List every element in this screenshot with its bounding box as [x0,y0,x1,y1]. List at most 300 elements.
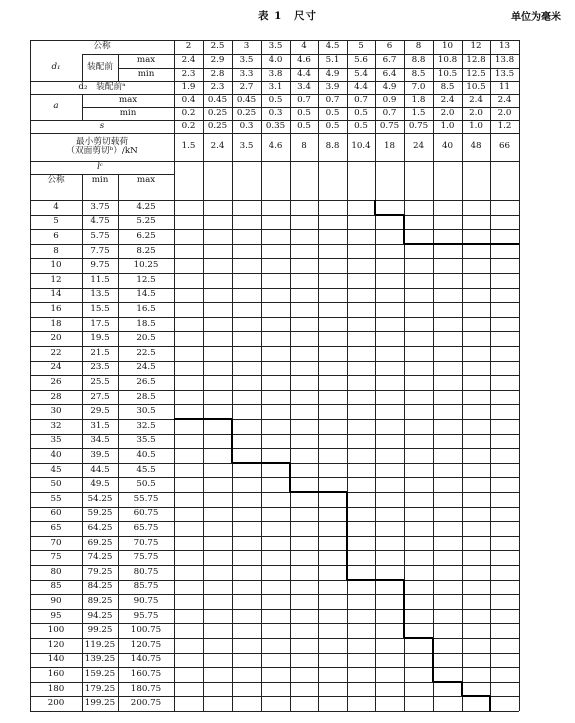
d1-max-cell: 5.1 [325,55,340,66]
length-max: 26.5 [136,376,156,387]
grid-line [30,448,519,449]
length-min: 159.25 [84,668,116,679]
a-min-cell: 0.5 [325,107,340,118]
d1-min-cell: 2.8 [210,68,225,79]
grid-line [30,133,519,134]
grid-line [403,580,405,638]
length-min: 9.75 [90,260,110,271]
grid-line [30,120,519,121]
d2-cell: 3.1 [268,81,283,92]
length-nominal: 14 [50,289,62,300]
length-min: 119.25 [84,639,116,650]
length-min: 79.25 [87,566,113,577]
grid-line [346,492,348,580]
d1-max-cell: 12.8 [466,55,486,66]
length-max: 22.5 [136,347,156,358]
length-nominal: 32 [50,420,62,431]
shear-label-line: （双面剪切ᵇ）/kN [66,146,138,156]
length-nominal: 22 [50,347,62,358]
length-max: 60.75 [133,508,159,519]
a-min-cell: 2.0 [440,107,455,118]
a-max-cell: 2.4 [440,94,455,105]
d2-cell: 11 [498,81,511,92]
label-d1: d₁ [51,61,61,72]
a-max-cell: 2.4 [469,94,483,105]
grid-line [232,462,261,464]
d1-min-cell: 6.4 [382,68,397,79]
length-max: 70.75 [133,537,159,548]
grid-line [30,492,519,493]
grid-line [30,258,519,259]
sizes-cell: 12 [470,41,482,52]
grid-line [232,40,233,711]
label-a: a [53,101,59,112]
label-l-min: min [91,174,109,185]
shear-label-line: 最小剪切载荷 [75,136,129,147]
d1-min-cell: 3.3 [239,68,254,79]
label-d2: d₂ 装配前ᵃ [78,81,126,92]
grid-line [433,40,434,711]
d2-cell: 7.0 [411,81,426,92]
grid-line [30,711,519,712]
length-min: 3.75 [90,201,110,212]
grid-line [30,667,519,668]
length-min: 74.25 [87,552,113,563]
grid-line [519,40,520,711]
grid-line [375,214,404,216]
length-max: 85.75 [133,581,159,592]
length-min: 25.5 [90,376,110,387]
length-max: 90.75 [133,595,159,606]
d1-max-cell: 8.8 [411,55,426,66]
label-l-max: max [136,174,156,185]
length-min: 5.75 [90,230,110,241]
length-min: 23.5 [90,362,110,373]
length-max: 8.25 [136,245,156,256]
s-cell: 0.75 [408,120,429,131]
length-nominal: 160 [47,668,65,679]
length-min: 54.25 [87,493,113,504]
a-max-cell: 0.7 [354,94,368,105]
a-max-cell: 0.4 [181,94,196,105]
length-min: 31.5 [90,420,110,431]
length-min: 99.25 [87,625,113,636]
grid-line [118,54,119,81]
length-nominal: 120 [47,639,65,650]
length-max: 95.75 [133,610,159,621]
length-nominal: 24 [50,362,62,373]
length-max: 180.75 [130,683,162,694]
grid-line [403,215,405,244]
a-max-cell: 0.7 [297,94,311,105]
d1-min-cell: 10.5 [437,68,458,79]
unit-note: 单位为毫米 [511,12,561,23]
length-nominal: 200 [47,698,65,709]
sizes-cell: 4 [301,41,307,52]
grid-line [203,40,204,711]
a-min-cell: 2.0 [497,107,512,118]
d1-min-cell: 5.4 [354,68,368,79]
length-max: 55.75 [133,493,159,504]
grid-line [82,107,519,108]
grid-line [30,302,519,303]
d1-min-cell: 4.4 [297,68,311,79]
grid-line [30,390,519,391]
grid-line [30,273,519,274]
grid-line [231,419,233,463]
sizes-cell: 6 [386,41,393,52]
length-max: 120.75 [130,639,162,650]
grid-line [404,243,433,245]
length-max: 45.5 [136,464,156,475]
grid-line [82,174,83,711]
grid-line [289,463,291,492]
length-nominal: 95 [50,610,62,621]
sizes-cell: 2 [185,41,192,52]
grid-line [30,404,519,405]
length-max: 20.5 [136,333,156,344]
length-nominal: 35 [50,435,62,446]
grid-line [30,361,519,362]
length-max: 65.75 [133,522,159,533]
length-max: 6.25 [136,230,156,241]
length-min: 4.75 [90,216,110,227]
length-max: 24.5 [136,362,156,373]
s-cell: 1.2 [497,120,512,131]
shear-cell: 48 [470,141,482,152]
length-max: 75.75 [133,552,159,563]
d1-max-cell: 3.5 [239,55,254,66]
grid-line [318,491,347,493]
length-min: 94.25 [87,610,113,621]
grid-line [30,434,519,435]
grid-line [30,40,31,711]
s-cell: 0.2 [181,120,196,131]
grid-line [347,579,375,581]
s-cell: 0.5 [325,120,340,131]
length-nominal: 18 [50,318,62,329]
length-nominal: 80 [50,566,62,577]
length-nominal: 26 [50,376,62,387]
length-nominal: 100 [47,625,65,636]
length-min: 64.25 [87,522,113,533]
a-max-cell: 1.8 [411,94,426,105]
label-a-min: min [119,107,137,118]
d2-cell: 2.3 [210,81,225,92]
length-max: 80.75 [133,566,159,577]
d1-min-cell: 4.9 [325,68,340,79]
length-nominal: 28 [50,391,62,402]
length-max: 14.5 [136,289,156,300]
length-nominal: 40 [50,449,62,460]
s-cell: 1.0 [469,120,483,131]
grid-line [30,565,519,566]
d1-max-cell: 6.7 [382,55,397,66]
length-nominal: 70 [50,537,62,548]
grid-line [174,40,175,711]
grid-line [30,81,519,82]
length-min: 59.25 [87,508,113,519]
table-title: 表 1 尺寸 [258,10,317,22]
shear-cell: 4.6 [268,141,283,152]
a-min-cell: 0.7 [382,107,397,118]
grid-line [30,174,174,175]
length-max: 160.75 [130,668,162,679]
label-l-nominal: 公称 [47,174,65,185]
grid-line [30,375,519,376]
grid-line [404,637,433,639]
s-cell: 0.75 [379,120,400,131]
grid-line [30,580,519,581]
grid-line [30,623,519,624]
length-nominal: 16 [50,303,62,314]
grid-line [30,40,519,41]
length-min: 29.5 [90,406,110,417]
label-pre-assembly: 装配前 [86,61,114,72]
grid-line [375,40,376,711]
grid-line [490,243,519,245]
length-max: 10.25 [133,260,159,271]
grid-line [30,594,519,595]
d2-cell: 8.5 [440,81,455,92]
grid-line [82,94,83,120]
grid-line [461,682,463,697]
s-cell: 0.25 [207,120,228,131]
length-nominal: 10 [50,260,62,271]
label-a-max: max [118,94,138,105]
shear-cell: 3.5 [239,141,254,152]
a-min-cell: 0.25 [207,107,228,118]
s-cell: 0.5 [297,120,311,131]
label-d1-min: min [137,68,155,79]
grid-line [318,40,319,711]
d1-max-cell: 2.4 [181,55,196,66]
grid-line [290,40,291,711]
label-nominal: 公称 [93,41,111,52]
length-nominal: 6 [53,230,59,241]
shear-cell: 2.4 [210,141,225,152]
grid-line [203,418,232,420]
length-nominal: 55 [50,493,62,504]
sizes-cell: 8 [415,41,422,52]
sizes-cell: 10 [441,41,454,52]
d2-cell: 1.9 [181,81,196,92]
grid-line [30,215,519,216]
grid-line [290,491,318,493]
grid-line [347,40,348,711]
grid-line [82,54,83,81]
length-min: 11.5 [90,274,110,285]
grid-line [30,477,519,478]
grid-line [261,40,262,711]
a-min-cell: 2.0 [469,107,483,118]
length-nominal: 140 [47,654,65,665]
grid-line [432,638,434,682]
grid-line [30,696,519,697]
length-nominal: 12 [50,274,62,285]
length-min: 39.5 [90,449,110,460]
length-min: 15.5 [90,303,110,314]
d1-min-cell: 12.5 [466,68,486,79]
grid-line [261,462,290,464]
grid-line [433,681,462,683]
a-max-cell: 0.45 [207,94,228,105]
shear-cell: 8.8 [325,141,340,152]
d1-max-cell: 13.8 [494,55,515,66]
length-min: 44.5 [90,464,110,475]
s-cell: 0.3 [239,120,254,131]
length-max: 32.5 [136,420,156,431]
sizes-cell: 3 [243,41,250,52]
length-min: 27.5 [90,391,110,402]
grid-line [30,200,519,201]
d1-min-cell: 8.5 [411,68,426,79]
length-min: 19.5 [90,333,110,344]
length-max: 18.5 [136,318,156,329]
d2-cell: 3.9 [325,81,340,92]
grid-line [30,550,519,551]
length-min: 34.5 [90,435,110,446]
length-max: 28.5 [136,391,156,402]
length-max: 4.25 [136,201,156,212]
shear-cell: 8 [301,141,307,152]
grid-line [433,243,462,245]
length-min: 179.25 [84,683,116,694]
d2-cell: 4.9 [382,81,397,92]
grid-line [118,174,119,711]
grid-line [489,696,491,711]
length-nominal: 20 [50,333,62,344]
length-min: 17.5 [90,318,110,329]
a-max-cell: 0.45 [236,94,257,105]
d1-max-cell: 2.9 [210,55,225,66]
sizes-cell: 13 [498,41,511,52]
grid-line [30,653,519,654]
s-cell: 1.0 [440,120,455,131]
length-min: 7.75 [90,245,110,256]
d1-max-cell: 4.6 [297,55,311,66]
grid-line [30,507,519,508]
d1-max-cell: 5.6 [354,55,368,66]
grid-line [30,521,519,522]
d1-max-cell: 10.8 [437,55,458,66]
length-max: 12.5 [136,274,156,285]
grid-line [30,229,519,230]
length-max: 35.5 [136,435,156,446]
grid-line [30,161,519,162]
grid-line [462,695,490,697]
label-s: s [99,120,105,131]
length-min: 69.25 [87,537,113,548]
s-cell: 0.5 [354,120,368,131]
length-max: 40.5 [136,449,156,460]
grid-line [174,418,203,420]
length-max: 5.25 [136,216,156,227]
shear-cell: 40 [441,141,454,152]
length-nominal: 180 [47,683,65,694]
label-l: lᶜ [97,161,103,172]
shear-cell: 1.5 [181,141,196,152]
d2-cell: 2.7 [239,81,254,92]
grid-line [30,331,519,332]
a-min-cell: 0.5 [297,107,311,118]
length-min: 139.25 [84,654,116,665]
length-max: 16.5 [136,303,156,314]
shear-cell: 18 [383,141,396,152]
length-max: 100.75 [130,625,162,636]
grid-line [490,40,491,711]
d2-cell: 4.4 [354,81,368,92]
length-nominal: 85 [50,581,62,592]
d1-min-cell: 2.3 [181,68,196,79]
shear-cell: 24 [412,141,425,152]
a-max-cell: 2.4 [497,94,512,105]
grid-line [30,536,519,537]
grid-line [462,40,463,711]
length-nominal: 45 [50,464,62,475]
grid-line [462,243,490,245]
grid-line [30,419,519,420]
d1-max-cell: 4.0 [268,55,283,66]
a-min-cell: 0.2 [181,107,196,118]
length-max: 30.5 [136,406,156,417]
d2-cell: 3.4 [297,81,311,92]
length-nominal: 65 [50,522,62,533]
grid-line [82,54,519,55]
length-nominal: 50 [50,479,62,490]
sizes-cell: 3.5 [268,41,283,52]
s-cell: 0.35 [265,120,286,131]
label-shear-load [30,133,174,161]
grid-line [30,288,519,289]
length-nominal: 60 [50,508,62,519]
sizes-cell: 2.5 [210,41,225,52]
d1-min-cell: 3.8 [268,68,283,79]
length-min: 13.5 [90,289,110,300]
sizes-cell: 5 [358,41,364,52]
length-max: 50.5 [136,479,156,490]
grid-line [30,609,519,610]
length-min: 84.25 [87,581,113,592]
length-nominal: 30 [50,406,62,417]
length-min: 199.25 [84,698,116,709]
a-max-cell: 0.9 [382,94,397,105]
label-d1-max: max [136,55,156,66]
grid-line [30,638,519,639]
grid-line [30,346,519,347]
length-max: 140.75 [130,654,162,665]
a-min-cell: 0.5 [354,107,368,118]
length-nominal: 90 [50,595,62,606]
grid-line [30,94,519,95]
grid-line [375,579,404,581]
grid-line [30,317,519,318]
length-nominal: 5 [53,216,59,227]
d2-cell: 10.5 [466,81,486,92]
a-min-cell: 0.3 [268,107,283,118]
a-max-cell: 0.5 [268,94,283,105]
d1-min-cell: 13.5 [494,68,515,79]
a-min-cell: 1.5 [411,107,426,118]
length-min: 89.25 [87,595,113,606]
length-nominal: 75 [50,552,62,563]
length-min: 49.5 [90,479,110,490]
length-max: 200.75 [130,698,162,709]
shear-cell: 10.4 [351,141,371,152]
length-min: 21.5 [90,347,110,358]
length-nominal: 8 [53,245,59,256]
a-min-cell: 0.25 [236,107,257,118]
